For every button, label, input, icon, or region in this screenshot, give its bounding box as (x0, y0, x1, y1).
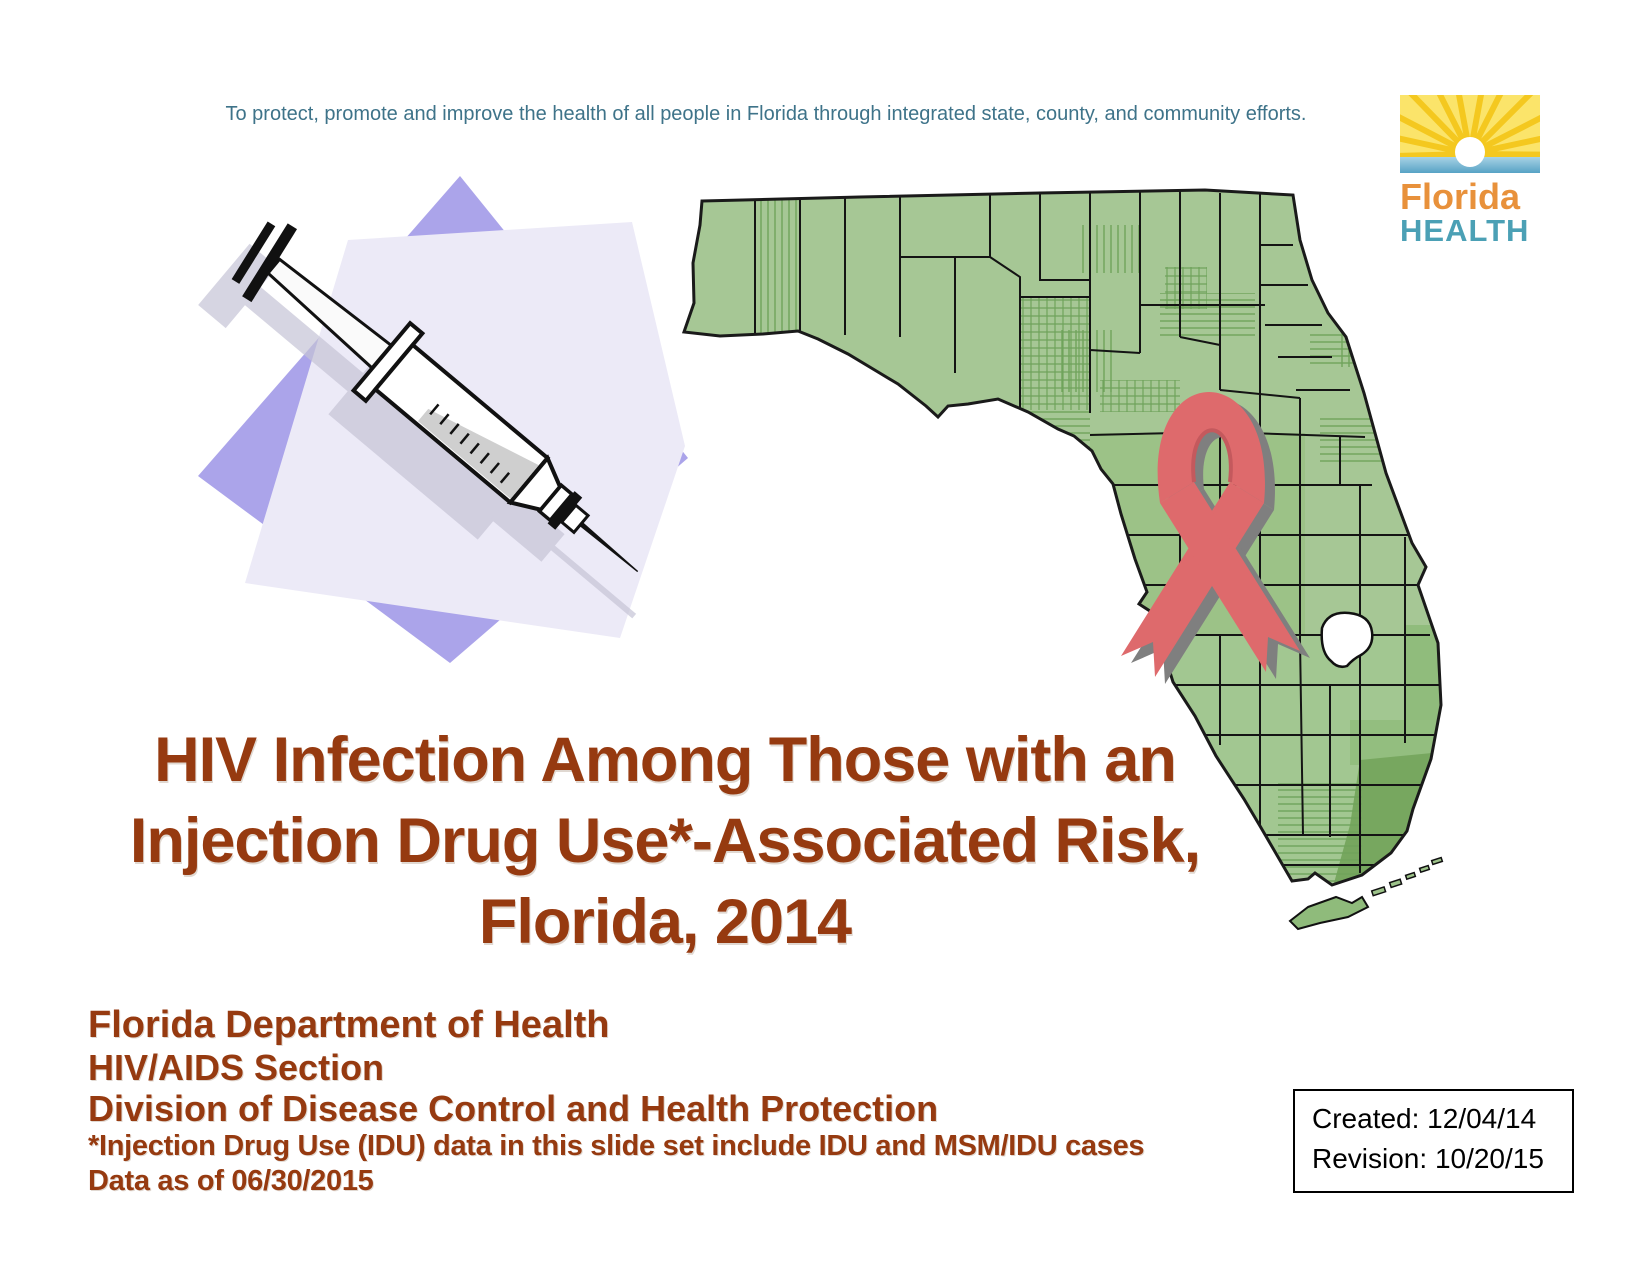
idu-footnote: *Injection Drug Use (IDU) data in this slide set include IDU and MSM/IDU cases (88, 1130, 1145, 1162)
sun-logo-icon (1400, 95, 1540, 173)
credits-block (88, 1004, 1144, 1199)
syringe-clipart (185, 163, 705, 683)
sun-disc (1455, 137, 1485, 167)
slide-title (40, 720, 1290, 963)
section-name: HIV/AIDS Section (88, 1047, 385, 1088)
data-as-of: Data as of 06/30/2015 (88, 1165, 374, 1197)
logo-text-health: HEALTH (1400, 213, 1530, 248)
title-line-3: Florida, 2014 (478, 887, 852, 957)
revision-box (1293, 1089, 1574, 1193)
title-line-2: Injection Drug Use*-Associated Risk, (129, 806, 1201, 876)
created-date: Created: 12/04/14 (1312, 1103, 1537, 1134)
mission-tagline: To protect, promote and improve the health of all people in Florida through integrated state, county, and community efforts. (225, 103, 1307, 125)
org-name: Florida Department of Health (88, 1004, 610, 1046)
sun-rays-graphic (1400, 95, 1540, 173)
logo-text-florida: Florida (1400, 176, 1521, 217)
division-name: Division of Disease Control and Health Protection (88, 1088, 939, 1129)
revision-date: Revision: 10/20/15 (1312, 1143, 1544, 1174)
title-line-1: HIV Infection Among Those with an (154, 725, 1176, 795)
